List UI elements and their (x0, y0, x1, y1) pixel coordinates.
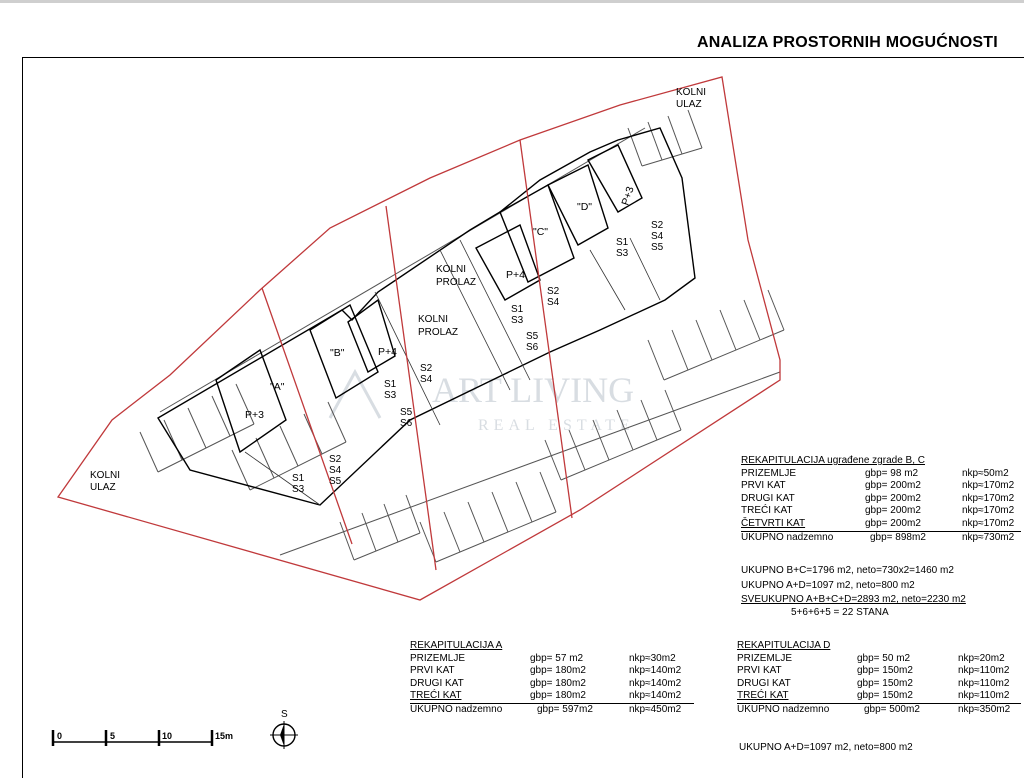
recap-d-table (737, 640, 1021, 717)
summary-sveukupno: SVEUKUPNO A+B+C+D=2893 m2, neto=2230 m2 (741, 594, 966, 605)
row-name: PRIZEMLJE (741, 467, 797, 479)
row-gbp: gbp= 180m2 (530, 665, 586, 677)
parking-stall-line (164, 420, 182, 460)
row-gbp: gbp= 200m2 (865, 492, 921, 504)
building-c-floors: P+4 (506, 269, 525, 281)
row-name: TREĆI KAT (737, 690, 789, 702)
stair-label-b-s5s6 (400, 407, 413, 429)
parking-stall-line (140, 432, 158, 472)
parking-row-4 (648, 290, 784, 380)
parking-row-5 (340, 495, 420, 560)
total-nkp: nkp≈450m2 (629, 703, 682, 715)
recap-d-footer: UKUPNO A+D=1097 m2, neto=800 m2 (739, 742, 913, 753)
recap-d-header: REKAPITULACIJA D (737, 640, 831, 651)
building-d-label: "D" (577, 201, 593, 213)
stair-label-c-s1s3 (511, 304, 524, 326)
building-a-core (216, 350, 286, 452)
label-line: KOLNI (418, 314, 449, 325)
label-line: S2 (547, 286, 560, 297)
label-line: S3 (511, 315, 524, 326)
row-nkp: nkp≈30m2 (629, 652, 676, 664)
label-line: S4 (651, 231, 664, 242)
parking-stall-line (696, 320, 712, 360)
parking-stall-line (158, 424, 254, 472)
label-line: S1 (292, 473, 305, 484)
scale-label-0: 0 (57, 731, 63, 741)
scale-label-10: 10 (162, 731, 173, 741)
label-line: S3 (292, 484, 305, 495)
row-name: PRVI KAT (737, 665, 782, 677)
parking-stall-line (362, 513, 376, 551)
table-row (737, 665, 1021, 678)
parking-stall-line (444, 512, 460, 552)
table-total-row (410, 704, 694, 717)
row-name: TREĆI KAT (410, 690, 462, 702)
stair-label-d-s1s3 (616, 237, 629, 259)
label-line: S2 (329, 454, 342, 465)
building-b-p4 (348, 300, 395, 372)
summary-ukupno-ad: UKUPNO A+D=1097 m2, neto=800 m2 (741, 580, 915, 591)
row-nkp: nkp≈140m2 (629, 677, 682, 689)
building-c-label: "C" (533, 226, 549, 238)
recap-a-header: REKAPITULACIJA A (410, 640, 503, 651)
kolni-ulaz-label-top (676, 87, 706, 110)
recap-bc-header: REKAPITULACIJA ugrađene zgrade B, C (741, 455, 925, 466)
table-row (410, 665, 694, 678)
row-gbp: gbp= 57 m2 (530, 652, 584, 664)
table-row (741, 518, 1021, 532)
parking-stall-line (256, 438, 274, 478)
row-nkp: nkp≈110m2 (958, 677, 1010, 689)
row-nkp: nkp≈170m2 (962, 480, 1015, 492)
row-name: TREĆI KAT (741, 505, 793, 517)
row-nkp: nkp≈20m2 (958, 652, 1005, 664)
row-name: DRUGI KAT (410, 677, 464, 689)
label-line: S5 (651, 242, 664, 253)
label-line: S5 (329, 476, 342, 487)
table-row (410, 678, 694, 691)
parking-stall-line (384, 504, 398, 542)
plot-division-line (520, 140, 572, 518)
watermark-logo-icon (330, 372, 380, 418)
building-b-floors: P+4 (378, 346, 397, 358)
row-nkp: nkp≈110m2 (958, 665, 1010, 677)
row-name: PRVI KAT (410, 665, 455, 677)
watermark-line1: ART LIVING (432, 370, 635, 410)
row-nkp: nkp≈110m2 (958, 690, 1010, 702)
parking-stall-line (188, 408, 206, 448)
row-nkp: nkp≈170m2 (962, 505, 1015, 517)
building-a-label: "A" (270, 381, 285, 393)
label-line: S2 (420, 363, 433, 374)
row-name: DRUGI KAT (741, 492, 795, 504)
parking-stall-line (668, 116, 682, 154)
table-row (741, 480, 1021, 493)
row-nkp: nkp≈140m2 (629, 690, 682, 702)
building-d-p3 (588, 145, 642, 212)
building-d-floors: P+3 (619, 185, 637, 207)
drawing-title: ANALIZA PROSTORNIH MOGUĆNOSTI (697, 34, 998, 51)
total-name: UKUPNO nadzemno (737, 703, 830, 715)
row-gbp: gbp= 98 m2 (865, 467, 919, 479)
label-line: S5 (526, 331, 539, 342)
building-c-p4 (476, 225, 540, 300)
parking-stall-line (688, 110, 702, 148)
row-gbp: gbp= 180m2 (530, 677, 586, 689)
parking-stall-line (280, 426, 298, 466)
table-row (737, 690, 1021, 704)
label-line: PROLAZ (436, 277, 477, 288)
parking-stall-line (516, 482, 532, 522)
kolni-ulaz-label-left (90, 470, 120, 493)
stair-label-d-s2s4s5 (651, 220, 664, 253)
row-name: PRVI KAT (741, 480, 786, 492)
total-gbp: gbp= 500m2 (864, 703, 920, 715)
row-gbp: gbp= 200m2 (865, 517, 921, 529)
table-row (410, 690, 694, 704)
parking-stall-line (340, 522, 354, 560)
label-line: S4 (547, 297, 560, 308)
parking-spaces (140, 110, 784, 562)
parking-stall-line (720, 310, 736, 350)
table-row (741, 493, 1021, 506)
north-arrow-icon (270, 709, 298, 749)
label-line: KOLNI (676, 87, 707, 98)
total-nkp: nkp≈350m2 (958, 703, 1011, 715)
row-gbp: gbp= 150m2 (857, 665, 913, 677)
internal-line (590, 250, 625, 310)
label-line: S2 (651, 220, 664, 231)
stair-label-a-s2s4s5 (329, 454, 342, 487)
label-line: S6 (526, 342, 539, 353)
table-row (737, 678, 1021, 691)
parking-stall-line (492, 492, 508, 532)
label-line: S3 (384, 390, 397, 401)
row-gbp: gbp= 150m2 (857, 690, 913, 702)
row-gbp: gbp= 150m2 (857, 677, 913, 689)
table-row (737, 653, 1021, 666)
parking-row-1 (140, 384, 254, 472)
row-nkp: nkp≈140m2 (629, 665, 682, 677)
parking-stall-line (744, 300, 760, 340)
kolni-prolaz-label-2 (418, 314, 458, 338)
building-b-label: "B" (330, 347, 345, 359)
row-gbp: gbp= 200m2 (865, 505, 921, 517)
summary-stana: 5+6+6+5 = 22 STANA (791, 607, 889, 618)
watermark (330, 370, 635, 434)
north-label: S (281, 709, 288, 720)
label-line: S1 (511, 304, 524, 315)
scale-label-5: 5 (110, 731, 116, 741)
parking-stall-line (468, 502, 484, 542)
internal-line (245, 452, 320, 505)
stair-label-b-s1s3 (384, 379, 397, 401)
summary-ukupno-bc: UKUPNO B+C=1796 m2, neto=730x2=1460 m2 (741, 565, 954, 576)
row-name: ČETVRTI KAT (741, 517, 806, 529)
parking-stall-line (540, 472, 556, 512)
total-name: UKUPNO nadzemno (741, 531, 834, 543)
table-total-row (737, 704, 1021, 717)
label-line: ULAZ (90, 482, 116, 493)
total-name: UKUPNO nadzemno (410, 703, 503, 715)
watermark-line2: REAL ESTATE (478, 417, 635, 434)
scale-label-15m: 15m (215, 731, 234, 741)
label-line: S1 (384, 379, 397, 390)
label-line: S3 (616, 248, 629, 259)
stair-label-a-s1s3 (292, 473, 305, 495)
parking-stall-line (665, 390, 681, 430)
label-line: S5 (400, 407, 413, 418)
total-gbp: gbp= 898m2 (870, 531, 926, 543)
label-line: KOLNI (436, 264, 467, 275)
table-total-row (741, 532, 1021, 545)
row-gbp: gbp= 50 m2 (857, 652, 911, 664)
table-row (741, 468, 1021, 481)
kolni-prolaz-label-1 (436, 264, 476, 288)
row-gbp: gbp= 200m2 (865, 480, 921, 492)
row-name: PRIZEMLJE (410, 652, 466, 664)
row-name: DRUGI KAT (737, 677, 791, 689)
label-line: ULAZ (676, 99, 702, 110)
parking-stall-line (672, 330, 688, 370)
parking-stall-line (648, 340, 664, 380)
building-a-floors: P+3 (245, 409, 264, 421)
stair-label-b-s2s4 (420, 363, 433, 385)
row-nkp: nkp≈170m2 (962, 492, 1015, 504)
label-line: S4 (420, 374, 433, 385)
total-gbp: gbp= 597m2 (537, 703, 593, 715)
label-line: S1 (616, 237, 629, 248)
parking-stall-line (406, 495, 420, 533)
row-nkp: nkp≈170m2 (962, 517, 1015, 529)
parking-stall-line (569, 430, 585, 470)
label-line: KOLNI (90, 470, 121, 481)
table-row (410, 653, 694, 666)
table-row (741, 505, 1021, 518)
label-line: S4 (329, 465, 342, 476)
parking-stall-line (545, 440, 561, 480)
parking-stall-line (354, 533, 420, 560)
row-gbp: gbp= 180m2 (530, 690, 586, 702)
label-line: S6 (400, 418, 413, 429)
recap-a-table (410, 640, 694, 717)
stair-label-c-s5s6 (526, 331, 539, 353)
label-line: PROLAZ (418, 327, 459, 338)
row-name: PRIZEMLJE (737, 652, 793, 664)
recap-bc-table (741, 455, 1021, 544)
scale-bar (53, 730, 212, 746)
row-nkp: nkp≈50m2 (962, 467, 1009, 479)
stair-label-c-s2s4 (547, 286, 560, 308)
total-nkp: nkp≈730m2 (962, 531, 1015, 543)
parking-row-6 (420, 472, 556, 562)
